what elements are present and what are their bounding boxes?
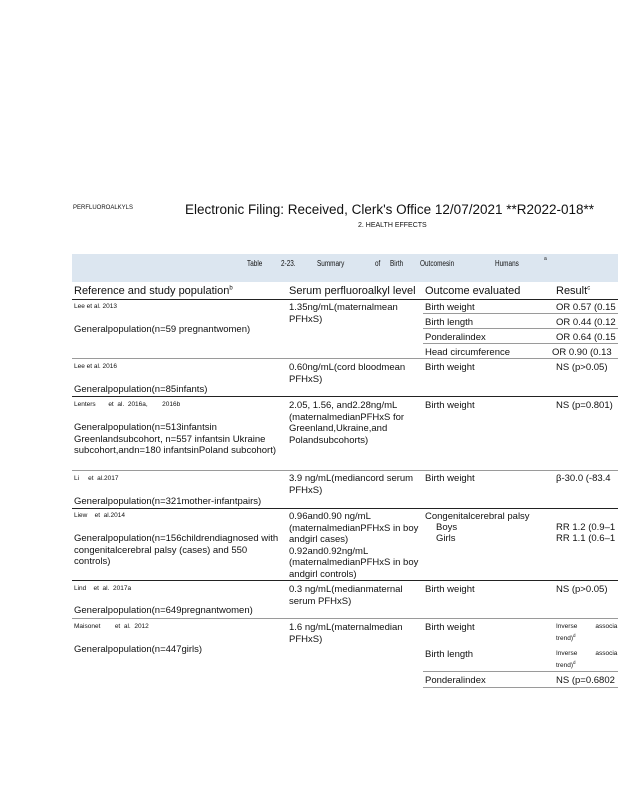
- row-citation: Li et al.2017: [74, 475, 119, 482]
- row-result: OR 0.57 (0.15: [556, 302, 616, 313]
- row-citation: Maisonet et al. 2012: [74, 623, 149, 630]
- row-serum: 3.9 ng/mL(mediancord serum PFHxS): [289, 473, 414, 496]
- row-result: NS (p=0.6802: [556, 675, 615, 686]
- col-header-serum: Serum perfluoroalkyl level: [289, 285, 416, 297]
- col-header-reference: [74, 285, 233, 297]
- col-header-result: [556, 285, 590, 297]
- table-title-word: Table: [247, 259, 263, 268]
- row-result: [556, 633, 576, 642]
- row-outcome: Birth weight: [425, 584, 475, 595]
- table-title-word: Humans: [495, 259, 519, 268]
- row-separator: [423, 313, 618, 314]
- row-population: Generalpopulation(n=59 pregnantwomen): [74, 324, 251, 335]
- row-outcome: Ponderalindex: [425, 332, 486, 343]
- row-result: OR 0.44 (0.12: [556, 317, 616, 328]
- row-population: Generalpopulation(n=85infants): [74, 384, 208, 395]
- row-citation: Liew et al.2014: [74, 512, 125, 519]
- table-title-word: 2-23.: [281, 259, 296, 268]
- row-separator: [72, 618, 618, 619]
- row-serum: 0.3 ng/mL(medianmaternal serum PFHxS): [289, 584, 403, 607]
- row-citation: Lee et al. 2016: [74, 363, 118, 370]
- row-citation: Lee et al. 2013: [74, 303, 118, 310]
- row-result-sup: d: [572, 633, 576, 638]
- table-title-word: Birth: [390, 259, 404, 268]
- row-separator: [72, 580, 618, 581]
- row-outcome: Birth length: [425, 317, 474, 328]
- row-result: NS (p=0.801): [556, 400, 613, 411]
- row-separator: [72, 396, 618, 397]
- row-population: Generalpopulation(n=447girls): [74, 644, 203, 655]
- col-header-result-sup: c: [587, 285, 591, 292]
- row-result: RR 1.1 (0.6–1: [556, 533, 616, 544]
- row-result-text: trend): [556, 635, 573, 643]
- table-title-footnote: a: [544, 256, 547, 262]
- row-serum: 2.05, 1.56, and2.28ng/mL (maternalmedianPFHxS for Greenland,Ukraine,and Polandsubcohorts): [289, 400, 405, 446]
- filing-stamp: Electronic Filing: Received, Clerk's Office 12/07/2021 **R2022-018**: [185, 202, 595, 217]
- row-result: β-30.0 (-83.4: [556, 473, 611, 484]
- row-result-text: trend): [556, 662, 573, 670]
- row-result-sup: d: [572, 660, 576, 665]
- row-outcome-sub: Girls: [436, 533, 456, 544]
- col-header-result-label: Result: [556, 285, 588, 297]
- row-separator: [423, 328, 618, 329]
- row-outcome: Birth weight: [425, 473, 475, 484]
- row-result: [556, 660, 576, 669]
- row-serum: 1.6 ng/mL(maternalmedian PFHxS): [289, 622, 403, 645]
- row-result: Inverse associa: [556, 650, 618, 657]
- row-serum: 1.35ng/mL(maternalmean PFHxS): [289, 302, 398, 325]
- table-title-word: Outcomesin: [420, 259, 455, 268]
- row-outcome: Birth length: [425, 649, 474, 660]
- row-result: NS (p>0.05): [556, 584, 608, 595]
- row-outcome-sub: Boys: [436, 522, 458, 533]
- col-header-outcome: Outcome evaluated: [425, 285, 521, 297]
- row-separator: [72, 358, 618, 359]
- row-separator: [72, 470, 618, 471]
- row-outcome: Congenitalcerebral palsy: [425, 511, 530, 522]
- row-serum: 0.60ng/mL(cord bloodmean PFHxS): [289, 362, 406, 385]
- running-header-left: PERFLUOROALKYLS: [73, 205, 134, 211]
- row-citation: Lind et al. 2017a: [74, 585, 132, 592]
- col-header-reference-sup: b: [229, 285, 233, 292]
- row-separator: [423, 343, 618, 344]
- section-header: 2. HEALTH EFFECTS: [358, 222, 427, 229]
- row-separator: [423, 687, 618, 688]
- row-result: Inverse associa: [556, 623, 618, 630]
- row-population: Generalpopulation(n=156childrendiagnosed with congenitalcerebral palsy (cases) and 550 controls): [74, 533, 279, 567]
- row-population: Generalpopulation(n=649pregnantwomen): [74, 605, 253, 616]
- row-separator: [423, 671, 618, 672]
- row-result: NS (p>0.05): [556, 362, 608, 373]
- row-result: OR 0.90 (0.13: [552, 347, 612, 358]
- row-population: Generalpopulation(n=321mother-infantpairs): [74, 496, 262, 507]
- row-separator: [72, 508, 618, 509]
- row-outcome: Birth weight: [425, 302, 475, 313]
- row-serum: 0.96and0.90 ng/mL (maternalmedianPFHxS in boy andgirl cases) 0.92and0.92ng/mL (maternalmedianPFHxS in boy andgirl controls): [289, 511, 419, 580]
- col-header-reference-label: Reference and study population: [74, 285, 230, 297]
- table-title-word: Summary: [317, 259, 345, 268]
- row-outcome: Birth weight: [425, 362, 475, 373]
- row-result: RR 1.2 (0.9–1: [556, 522, 616, 533]
- table-title-word: of: [375, 259, 381, 268]
- row-outcome: Birth weight: [425, 622, 475, 633]
- row-outcome: Ponderalindex: [425, 675, 486, 686]
- row-outcome: Head circumference: [425, 347, 511, 358]
- row-outcome: Birth weight: [425, 400, 475, 411]
- row-result: OR 0.64 (0.15: [556, 332, 616, 343]
- row-population: Generalpopulation(n=513infantsin Greenlandsubcohort, n=557 infantsin Ukraine subcohort,andn=180 infantsinPoland subcohort): [74, 422, 277, 456]
- row-citation: Lenters et al. 2016a, 2016b: [74, 401, 181, 408]
- table-title-band: [72, 254, 618, 282]
- header-rule: [72, 299, 618, 300]
